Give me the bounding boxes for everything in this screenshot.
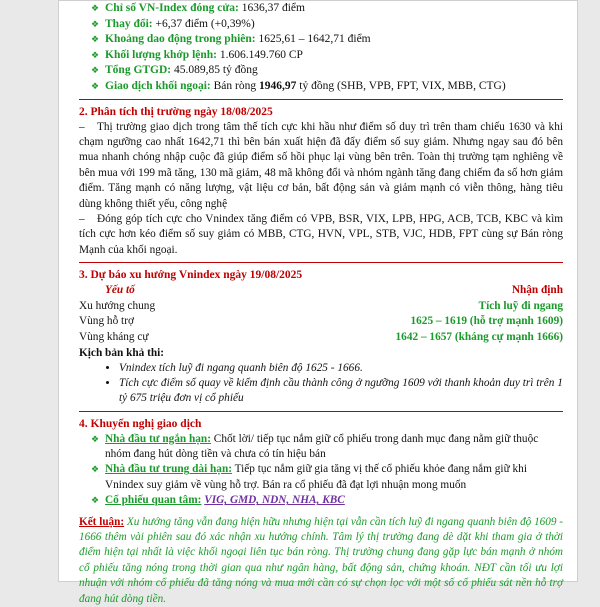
stat-volume: ❖ Khối lượng khớp lệnh: 1.606.149.760 CP xyxy=(105,48,563,64)
stat-vnindex-close: ❖ Chỉ số VN-Index đóng cửa: 1636,37 điểm xyxy=(105,1,563,17)
forecast-assessment: 1625 – 1619 (hỗ trợ mạnh 1609) xyxy=(410,315,563,328)
section-2-title: 2. Phân tích thị trường ngày 18/08/2025 xyxy=(79,105,273,118)
stat-range: ❖ Khoảng dao động trong phiên: 1625,61 – 1642,71 điểm xyxy=(105,32,563,48)
forecast-header-assessment: Nhận định xyxy=(511,284,563,297)
conclusion-text: Xu hướng tăng vẫn đang hiện hữu nhưng hiện tại vẫn cần tích luỹ đi ngang quanh biên độ 1609 - 1666 thêm vài phiên sau đó xác nhận xu hướng chính. Tâm lý thị trường đang dè dặt khi tham gia ở thời điểm hiện tại nhất là việc khối ngoại liên tục bán ròng. Thị trường chung đang gặp lực bán mạnh ở nhóm cổ phiếu tăng nóng trong thời gian qua như ngân hàng, bất động sản, chứng khoán. NĐT cần tối ưu lợi nhuận với nhóm cổ phiếu đã tăng nóng và mua mới cần có sự chọn lọc với một số cổ phiếu sát nền hỗ trợ đang hút dòng tiền. xyxy=(79,515,563,605)
section-3-title: 3. Dự báo xu hướng Vnindex ngày 19/08/2025 xyxy=(79,269,303,282)
forecast-table xyxy=(79,283,563,345)
stat-total-value: ❖ Tổng GTGD: 45.089,85 tỷ đồng xyxy=(105,63,563,79)
report-page xyxy=(58,0,578,605)
market-stats-list xyxy=(79,1,563,95)
forecast-assessment: Tích luỹ đi ngang xyxy=(478,299,563,312)
forecast-factor: Vùng hỗ trợ xyxy=(79,315,134,328)
stat-change: ❖ Thay đổi: +6,37 điểm (+0,39%) xyxy=(105,17,563,33)
conclusion xyxy=(79,515,563,607)
forecast-factor: Xu hướng chung xyxy=(79,299,156,312)
section-4-title: 4. Khuyến nghị giao dịch xyxy=(79,417,202,430)
recommendation-list xyxy=(79,432,563,509)
stat-foreign-trading: ❖ Giao dịch khối ngoại: Bán ròng 1946,97 tỷ đồng (SHB, VPB, FPT, VIX, MBB, CTG) xyxy=(105,79,563,95)
forecast-row xyxy=(79,314,563,330)
section-2-paragraph-1: – Thị trường giao dịch trong tâm thế tích cực khi hầu như điểm số duy trì trên tham chiếu 1630 và khi chạm ngưỡng cao nhất 1642,71 thì bên bán xuất hiện đã đẩy điểm số suy giảm. Nhưng ngay sau đó bên mua nhanh chóng nhập cuộc đã giúp điểm số hồi phục lại vùng bên trên. Toàn thị trường tạm nghiêng về bên mua với 199 mã tăng, 130 mã giảm, 48 mã không đổi và nhóm ngành tăng đang chiếm đa số hơn giảm điểm. Tăng mạnh có năng lượng, vật liệu cơ bản, bất động sản và giảm mạnh có viễn thông, hàng tiêu dùng không thiết yếu, công nghệ xyxy=(79,120,563,210)
forecast-header-factor: Yếu tố xyxy=(105,284,135,297)
section-divider xyxy=(79,262,563,263)
forecast-header-row xyxy=(79,283,563,299)
forecast-row xyxy=(79,330,563,346)
watchlist-tickers: VIG, GMD, NDN, NHA, KBC xyxy=(204,494,345,507)
conclusion-label: Kết luận: xyxy=(79,515,125,528)
scenario-item: • Vnindex tích luỹ đi ngang quanh biên độ 1625 - 1666. xyxy=(119,361,563,376)
scenario-list xyxy=(79,361,563,407)
scenario-label: Kịch bản khả thi: xyxy=(79,346,165,359)
forecast-row xyxy=(79,299,563,315)
recommendation-watchlist: ❖ Cổ phiếu quan tâm: VIG, GMD, NDN, NHA, KBC xyxy=(105,493,563,508)
section-divider xyxy=(79,99,563,100)
forecast-factor: Vùng kháng cự xyxy=(79,331,149,343)
section-2-paragraph-2: – Đóng góp tích cực cho Vnindex tăng điểm có VPB, BSR, VIX, LPB, HPG, ACB, TCB, KBC và kìm tích cực hơn kéo điểm số suy giảm có MBB, CTG, HVN, VPL, STB, VJC, HDB, FPT cùng sự Bán ròng Mạnh của khối ngoại. xyxy=(79,213,563,256)
scenario-item: • Tích cực điểm số quay về kiểm định cầu thành công ở ngưỡng 1609 với thanh khoản duy trì trên 1 tỷ 675 triệu đơn vị cổ phiếu xyxy=(119,376,563,406)
section-divider xyxy=(79,411,563,412)
forecast-assessment: 1642 – 1657 (kháng cự mạnh 1666) xyxy=(395,331,563,343)
recommendation-short-term: ❖ Nhà đầu tư ngắn hạn: Chốt lời/ tiếp tục nắm giữ cổ phiếu trong danh mục đang nằm giữ thuộc nhóm đang hút dòng tiền và chưa có tín hiệu bán xyxy=(105,432,563,463)
recommendation-long-term: ❖ Nhà đầu tư trung dài hạn: Tiếp tục nắm giữ gia tăng vị thế cổ phiếu khỏe đang nắm giữ khi Vnindex suy giảm về vùng hỗ trợ. Bán ra cổ phiếu đã đạt lợi nhuận mong muốn xyxy=(105,462,563,493)
